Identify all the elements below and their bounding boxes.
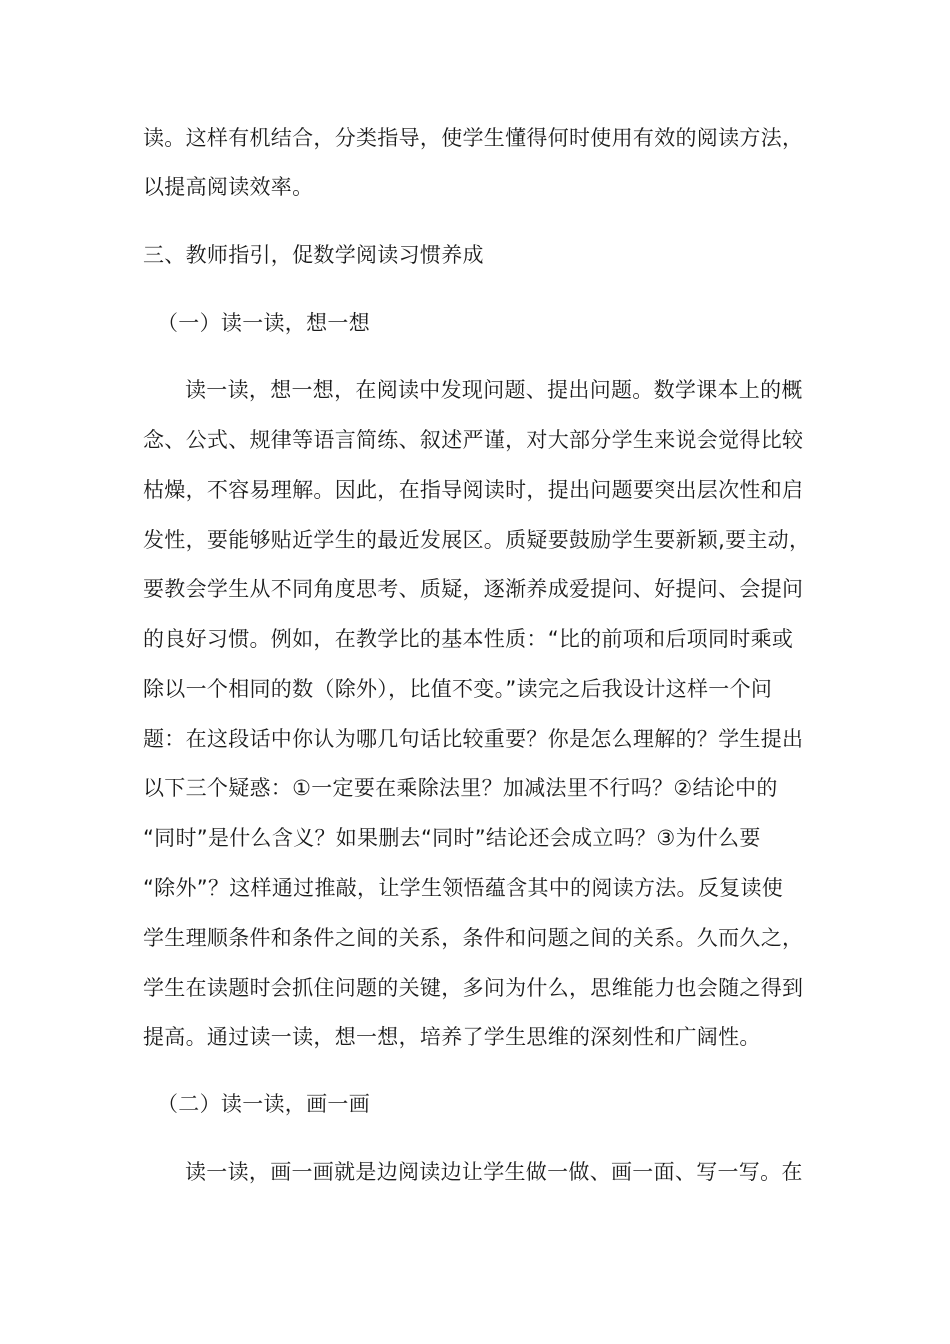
paragraph-line: 的良好习惯。例如，在教学比的基本性质：“比的前项和后项同时乘或 bbox=[143, 627, 794, 651]
paragraph-line: 读一读，想一想，在阅读中发现问题、提出问题。数学课本上的概 bbox=[185, 378, 803, 402]
paragraph-line: 枯燥，不容易理解。因此，在指导阅读时，提出问题要突出层次性和启 bbox=[143, 478, 804, 502]
subsection-heading: （一）读一读，想一想 bbox=[157, 311, 370, 335]
paragraph-line: 念、公式、规律等语言简练、叙述严谨，对大部分学生来说会觉得比较 bbox=[143, 428, 804, 452]
paragraph-line: 题：在这段话中你认为哪几句话比较重要？你是怎么理解的？学生提出 bbox=[143, 727, 804, 751]
section-heading: 三、教师指引，促数学阅读习惯养成 bbox=[143, 243, 484, 267]
paragraph-line: 除以一个相同的数（除外），比值不变。”读完之后我设计这样一个问 bbox=[143, 677, 773, 701]
paragraph-line: “同时”是什么含义？如果删去“同时”结论还会成立吗？③为什么要 bbox=[143, 826, 761, 850]
paragraph-line: 以提高阅读效率。 bbox=[143, 175, 314, 199]
paragraph-line: 发性，要能够贴近学生的最近发展区。质疑要鼓励学生要新颖,要主动， bbox=[143, 528, 811, 552]
paragraph-line: “除外”？这样通过推敲，让学生领悟蕴含其中的阅读方法。反复读使 bbox=[143, 876, 784, 900]
paragraph-line: 读一读，画一画就是边阅读边让学生做一做、画一面、写一写。在 bbox=[185, 1160, 803, 1184]
paragraph-line: 读。这样有机结合，分类指导，使学生懂得何时使用有效的阅读方法， bbox=[143, 126, 804, 150]
subsection-heading: （二）读一读，画一画 bbox=[157, 1092, 370, 1116]
paragraph-line: 要教会学生从不同角度思考、质疑，逐渐养成爱提问、好提问、会提问 bbox=[143, 577, 804, 601]
paragraph-line: 学生理顺条件和条件之间的关系，条件和问题之间的关系。久而久之， bbox=[143, 926, 804, 950]
paragraph-line: 提高。通过读一读，想一想，培养了学生思维的深刻性和广阔性。 bbox=[143, 1025, 761, 1049]
paragraph-line: 学生在读题时会抓住问题的关键，多问为什么，思维能力也会随之得到 bbox=[143, 976, 804, 1000]
paragraph-line: 以下三个疑惑：①一定要在乘除法里？加减法里不行吗？②结论中的 bbox=[143, 776, 778, 800]
